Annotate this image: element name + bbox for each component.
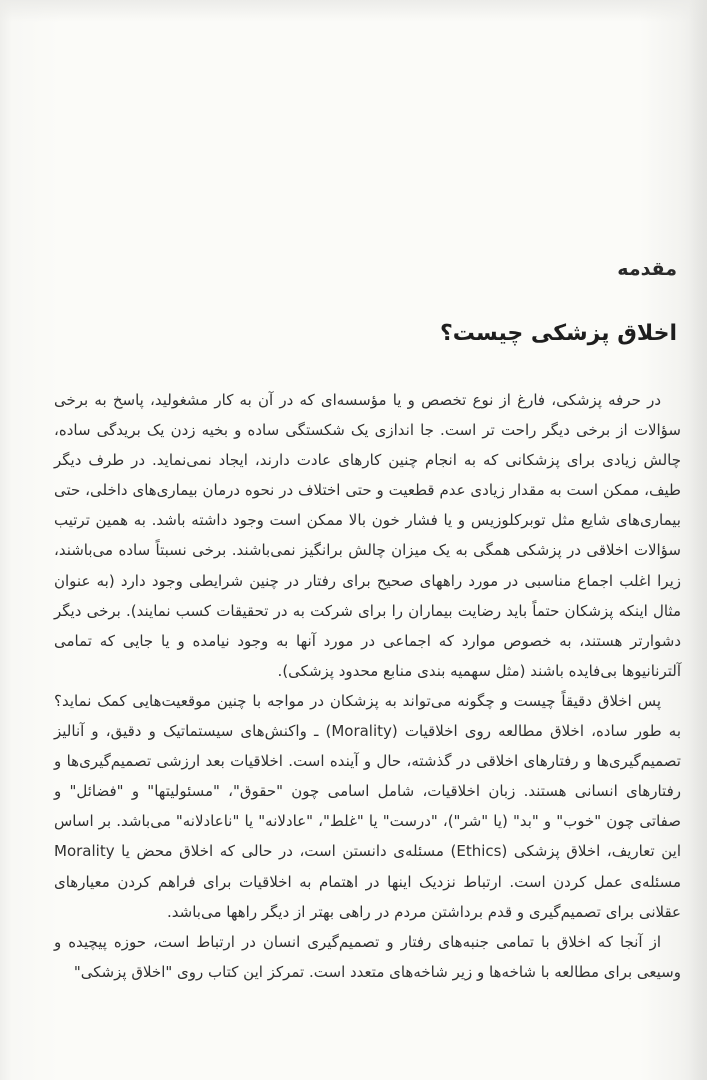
body-text xyxy=(54,385,681,1025)
body-paragraph-3: از آنجا که اخلاق با تمامی جنبه‌های رفتار و تصمیم‌گیری انسان در ارتباط است، حوزه پیچیده و وسیعی برای مطالعه با شاخه‌ها و زیر شاخه‌های متعدد است. تمرکز این کتاب روی "اخلاق پزشکی" xyxy=(54,932,681,981)
body-paragraph-1: در حرفه پزشکی، فارغ از نوع تخصص و یا مؤسسه‌ای که در آن به کار مشغولید، پاسخ به برخی سؤالات از برخی دیگر راحت تر است. جا اندازی یک شکستگی ساده و بخیه زدن یک بریدگی ساده، چالش زیادی برای پزشکانی که به انجام چنین کارهای عادت دارند، ایجاد نمی‌نماید. در طرف دیگر طیف، ممکن است به مقدار زیادی عدم قطعیت و حتی اختلاف در نحوه درمان بیماری‌های داخلی، حتی بیماری‌های شایع مثل توبرکلوزیس و یا فشار خون بالا ممکن است وجود داشته باشد. به همین ترتیب سؤالات اخلاقی در پزشکی همگی به یک میزان چالش برانگیز نمی‌باشند. برخی نسبتاً ساده می‌باشند، زیرا اغلب اجماع مناسبی در مورد راههای صحیح برای رفتار در چنین شرایطی وجود دارد (به عنوان مثال اینکه پزشکان حتماً باید رضایت بیماران را برای شرکت به در تحقیقات کسب نمایند). برخی دیگر دشوارتر هستند، به خصوص موارد که اجماعی در مورد آنها به وجود نیامده و یا جایی که تمامی آلترنانیوها بی‌فایده باشند (مثل سهمیه بندی منابع محدود پزشکی). xyxy=(54,391,681,680)
page-binding-shadow xyxy=(689,0,707,1080)
article-title: اخلاق پزشکی چیست؟ xyxy=(440,321,677,346)
section-heading: مقدمه xyxy=(617,258,677,280)
body-paragraph-2: پس اخلاق دقیقاً چیست و چگونه می‌تواند به پزشکان در مواجه با چنین موقعیت‌هایی کمک نماید؟ به طور ساده، اخلاق مطالعه روی اخلاقیات (Morality) ـ واکنش‌های سیستماتیک و دقیق، و آنالیز تصمیم‌گیری‌ها و رفتارهای اخلاقی در گذشته، حال و آینده است. اخلاقیات بعد ارزشی تصمیم‌گیری‌ها و رفتارهای انسانی هستند. زبان اخلاقیات، شامل اسامی چون "حقوق"، "مسئولیتها" و "فضائل" و صفاتی چون "خوب" و "بد" (یا "شر")، "درست" یا "غلط"، "عادلانه" یا "ناعادلانه" می‌باشد. بر اساس این تعاریف، اخلاق پزشکی (Ethics) مسئله‌ی دانستن است، در حالی که اخلاق محض یا Morality مسئله‌ی عمل کردن است. ارتباط نزدیک اینها در اهتمام به اخلاقیات برای فراهم کردن معیارهای عقلانی برای تصمیم‌گیری و قدم برداشتن مردم در راهی بهتر از دیگر راهها می‌باشد. xyxy=(54,691,681,921)
page-top-shadow xyxy=(0,0,707,22)
